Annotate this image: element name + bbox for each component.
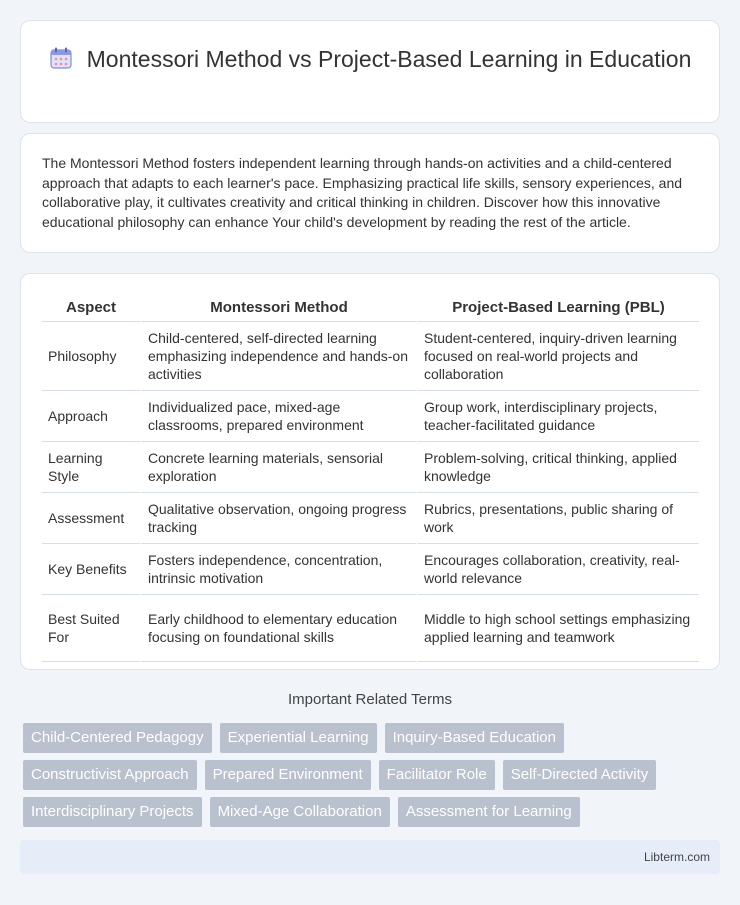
aspect-cell: Learning Style — [42, 442, 140, 493]
aspect-cell: Philosophy — [42, 322, 140, 391]
related-term-tag[interactable]: Assessment for Learning — [398, 797, 580, 827]
related-term-tag[interactable]: Self-Directed Activity — [503, 760, 657, 790]
related-term-tag[interactable]: Inquiry-Based Education — [385, 723, 564, 753]
montessori-cell: Fosters independence, concentration, intrinsic motivation — [140, 544, 416, 595]
table-row — [42, 391, 699, 442]
page-title — [21, 45, 719, 74]
table-header-row — [42, 294, 699, 322]
pbl-cell: Student-centered, inquiry-driven learning focused on real-world projects and collaboration — [416, 322, 699, 391]
aspect-cell: Assessment — [42, 493, 140, 544]
calendar-icon — [49, 46, 73, 70]
intro-paragraph: The Montessori Method fosters independent learning through hands-on activities and a child-centered approach that adapts to each learner's pace. Emphasizing practical life skills, sensory experiences, and collaborative play, it cultivates creativity and critical thinking in children. Discover how this innovative educational philosophy can enhance Your child's development by reading the rest of the article. — [42, 155, 683, 230]
column-header: Project-Based Learning (PBL) — [416, 294, 699, 322]
intro-card — [20, 133, 720, 253]
title-card — [20, 20, 720, 123]
tag-row — [23, 723, 703, 753]
footer — [20, 840, 720, 874]
pbl-cell: Encourages collaboration, creativity, real-world relevance — [416, 544, 699, 595]
pbl-cell: Group work, interdisciplinary projects, teacher-facilitated guidance — [416, 391, 699, 442]
pbl-cell: Problem-solving, critical thinking, applied knowledge — [416, 442, 699, 493]
comparison-card — [20, 273, 720, 670]
related-terms-list — [23, 723, 703, 834]
related-term-tag[interactable]: Child-Centered Pedagogy — [23, 723, 212, 753]
table-row — [42, 442, 699, 493]
montessori-cell: Concrete learning materials, sensorial exploration — [140, 442, 416, 493]
aspect-cell: Best Suited For — [42, 595, 140, 662]
pbl-cell: Rubrics, presentations, public sharing of work — [416, 493, 699, 544]
montessori-cell: Child-centered, self-directed learning emphasizing independence and hands-on activities — [140, 322, 416, 391]
related-term-tag[interactable]: Interdisciplinary Projects — [23, 797, 202, 827]
related-term-tag[interactable]: Facilitator Role — [379, 760, 495, 790]
related-term-tag[interactable]: Mixed-Age Collaboration — [210, 797, 390, 827]
table-row — [42, 322, 699, 391]
column-header: Montessori Method — [140, 294, 416, 322]
aspect-cell: Approach — [42, 391, 140, 442]
montessori-cell: Individualized pace, mixed-age classrooms, prepared environment — [140, 391, 416, 442]
related-term-tag[interactable]: Experiential Learning — [220, 723, 377, 753]
comparison-table — [42, 294, 699, 662]
column-header: Aspect — [42, 294, 140, 322]
page-title-text: Montessori Method vs Project-Based Learning in Education — [86, 46, 692, 72]
table-row — [42, 544, 699, 595]
related-term-tag[interactable]: Prepared Environment — [205, 760, 371, 790]
related-term-tag[interactable]: Constructivist Approach — [23, 760, 197, 790]
pbl-cell: Middle to high school settings emphasizing applied learning and teamwork — [416, 595, 699, 662]
aspect-cell: Key Benefits — [42, 544, 140, 595]
montessori-cell: Early childhood to elementary education focusing on foundational skills — [140, 595, 416, 662]
related-terms-heading: Important Related Terms — [288, 691, 452, 708]
title-wrap — [21, 45, 719, 74]
tag-row — [23, 797, 703, 827]
table-row — [42, 493, 699, 544]
tag-row — [23, 760, 703, 790]
table-row — [42, 595, 699, 662]
montessori-cell: Qualitative observation, ongoing progress tracking — [140, 493, 416, 544]
footer-site-link[interactable]: Libterm.com — [643, 850, 710, 864]
